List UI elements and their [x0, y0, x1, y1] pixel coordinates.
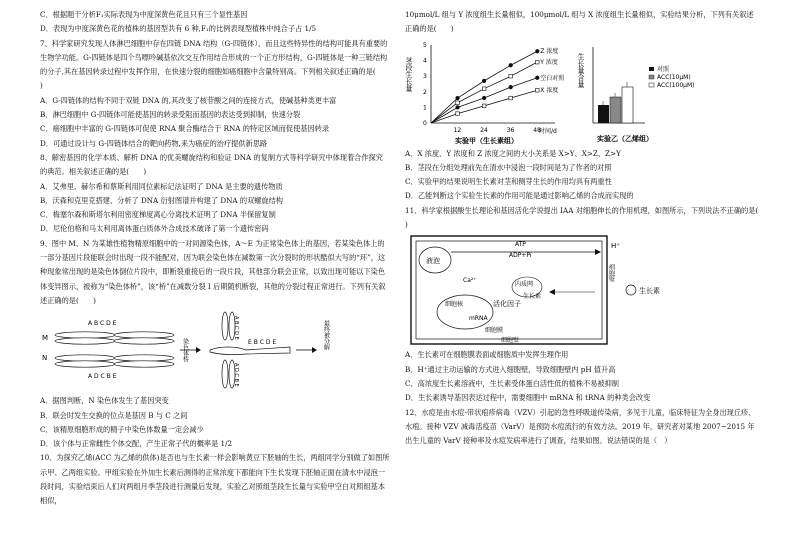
n-chromatid-left [55, 355, 115, 361]
jia-xlabel: 实验甲（生长素组） [455, 136, 518, 145]
bar-acc10 [610, 97, 621, 123]
question-10: 10、为探究乙烯(ACC 为乙烯的供体)是否也与生长素一样会影响黄豆下胚轴的生长，两组同学分别做了如图所示甲、乙两组实验。甲组实验在外加生长素后测得的正常浓度下都能向下生长发现下胚轴正面在清水中浸泡一段时间，实验结束后人们对两组月季茎段进行测量后发现，实验乙对照组茎段生长量与实验甲空白对照组基本相似， [40, 453, 390, 506]
bar-control [598, 105, 609, 123]
option-a: A．艾弗里、赫尔希和蔡斯利用同位素标记法证明了 DNA 是主要的遗传物质 [40, 181, 283, 191]
series-label: Z 浓度 [540, 47, 559, 55]
experiment-figure [405, 37, 760, 147]
option-d: D．乙能判断这个实验生长素的作用可能是通过影响乙烯的合成而实现的 [405, 191, 634, 201]
chart-jia [405, 42, 565, 145]
series-point [482, 79, 486, 83]
m-chromatid-left [55, 338, 115, 344]
n-label: N [42, 354, 48, 363]
yi-ylabel: 生长量含量 [577, 52, 585, 88]
option-d: D．可通过设计与 G-四链体结合的靶向药物,来为癌症的治疗提供新思路 [40, 138, 268, 148]
n-genes: A D C B E [88, 373, 117, 381]
mrna-label: mRNA [469, 315, 488, 323]
option-a: A．X 浓度、Y 浓度和 Z 浓度之间的大小关系是 X>Y、X>Z、Z>Y [405, 148, 621, 158]
vacuole-label: 液泡 [426, 257, 440, 266]
ca-label: Ca²⁺ [463, 277, 477, 285]
legend-item: ACC(10μM) [657, 73, 691, 81]
left-column [40, 8, 390, 509]
option-d: D．生长素诱导基因表达过程中，需要细胞中 mRNA 和 tRNA 的种类会改变 [405, 393, 651, 403]
jia-x-tick-label: 12 [453, 126, 462, 134]
option-c: C．实验甲的结果说明生长素对茎和侧芽生长的作用均具有两重性 [405, 177, 612, 187]
final-label: 最终被分解 [322, 320, 330, 351]
series-point [535, 60, 539, 64]
m-genes: A B C D E [88, 320, 117, 328]
legend-swatch [649, 83, 654, 87]
er-label: 内质网 [515, 281, 534, 289]
series-line [431, 77, 537, 122]
option-a: A．据图判断，N 染色体发生了基因突变 [40, 396, 169, 406]
growth-charts [405, 37, 760, 147]
auxin-inner-label: 生长素 [523, 293, 542, 301]
bridge-label: 染色体桥 [181, 338, 189, 363]
chart-yi [577, 47, 695, 143]
jia-x-tick-label: 36 [506, 126, 515, 134]
jia-y-ticks [423, 42, 427, 127]
jia-x-unit: 时间/d [539, 127, 557, 135]
jia-ylabel: 茎段生长量 [405, 56, 413, 92]
n-chromatid-right [114, 361, 174, 367]
m-chromatid-right [114, 332, 174, 338]
top-genes: A B C D E [233, 316, 239, 340]
bridge-chromatid [210, 347, 290, 355]
series-point [456, 111, 460, 115]
series-point [456, 101, 460, 105]
yi-xlabel: 实验乙（乙烯组） [597, 134, 653, 143]
series-label: Y 浓度 [540, 58, 558, 66]
legend-swatch [649, 67, 654, 71]
n-chromatid-right [114, 355, 174, 361]
bottom-genes: A D C B E [233, 363, 239, 387]
arrow-head [549, 289, 555, 295]
option-d: D．该个体与正常雌性个体交配，产生正常子代的概率是 1/2 [40, 439, 233, 449]
legend-item: 对照 [657, 65, 670, 73]
n-chromatid-left [55, 361, 115, 367]
jia-series [431, 47, 565, 123]
series-point [509, 74, 513, 78]
jia-x-ticks [454, 127, 542, 134]
jia-y-tick-label: 1 [423, 103, 427, 111]
series-point [482, 104, 486, 108]
m-chromatid-left [55, 332, 115, 338]
option-c: C．梅塞尔森和斯塔尔利用密度梯度离心分离技术证明了 DNA 半保留复制 [40, 210, 276, 220]
option-text: D．表现为中度深黄色花的植株的基因型共有 6 种,F₁的比例表现型植株中纯合子占 1/5 [40, 24, 317, 34]
option-b: B．沃森和克里克搭建、分析了 DNA 衍射图谱并构建了 DNA 的双螺旋结构 [40, 195, 283, 205]
legend-item: ACC(100μM) [657, 81, 695, 89]
series-point [535, 49, 539, 53]
series-point [482, 86, 486, 90]
option-c: C．癌细胞中丰富的 G-四链体可促使 RNA 聚合酶结合于 RNA 的特定区域而促使基因转录 [40, 124, 330, 134]
cell-diagram [405, 232, 760, 348]
option-d: D．尼伦伯格和马太利用离体蛋白质体外合成技术破译了第一个遗传密码 [40, 224, 269, 234]
series-point [456, 105, 460, 109]
m-chromatid-right [114, 338, 174, 344]
option-c: C．高浓度生长素溶液中，生长素受体蛋白活性低的植株不易被抑制 [405, 378, 619, 388]
activator-label: 活化因子 [493, 300, 521, 309]
jia-y-tick-label: 4 [423, 57, 427, 65]
atp-label: ATP [515, 241, 526, 249]
option-b: B．联会时发生交换的位点是基因 B 与 C 之间 [40, 410, 188, 420]
h-plus-label: H⁺ [611, 242, 620, 251]
series-label: 空白对照 [540, 74, 565, 82]
upper-chromatid [222, 312, 228, 340]
nucleus-label: 细胞核 [445, 301, 464, 309]
lower-chromatid [222, 360, 228, 388]
option-b: B．茎段在分组处理前先在清水中浸泡一段时间是为了作者的对照 [405, 162, 612, 172]
question-10-cont: 10μmol/L 组与 Y 浓度组生长量相似，100μmol/L 组与 X 浓度组生长量相似，实验结果分析，下列有关叙述正确的是( ) [405, 10, 754, 34]
question-7: 7、科学家研究发现人体淋巴细胞中存在四链 DNA 结构（G-四链体），而且这些特异性的结构可能具有重要的生物学功能。G-四链体是四个鸟嘌呤碱基依次交互作用结合形成的一个正方形结构，G-四链体是一种三链结构的分子,其在基因转录过程中发挥作用，在快速分裂的细胞如癌细胞中含量特别高。下列相关叙述正确的是( ) [40, 38, 391, 91]
series-point [535, 76, 539, 80]
m-label: M [42, 334, 49, 343]
option-a: A．生长素可在细胞膜表面或细胞质中发挥生理作用 [405, 350, 569, 360]
series-point [482, 96, 486, 100]
right-genes: E B C D E [248, 339, 277, 347]
series-point [509, 96, 513, 100]
auxin-outer-label: 生长素 [639, 287, 660, 296]
jia-x-tick-label: 48 [533, 126, 541, 134]
option-b: B．H⁺通过主动运输的方式进入细胞壁，导致细胞壁内 pH 值升高 [405, 364, 616, 374]
membrane-label: 细胞膜 [485, 327, 504, 335]
jia-x-tick-label: 24 [480, 126, 488, 134]
option-c: C．该精原细胞形成的精子中染色体数量一定会减少 [40, 424, 204, 434]
series-point [509, 63, 513, 67]
series-point [456, 96, 460, 100]
arrow-head [196, 347, 201, 353]
jia-y-tick-label: 3 [423, 72, 427, 80]
question-8: 8、解密基因的化学本质、解析 DNA 的优美螺旋结构和验证 DNA 的复制方式等科学研究中体现着合作探究的典范。相关叙述正确的是( ) [40, 152, 383, 177]
chromosome-bridge-figure [40, 308, 390, 394]
auxin-molecule [626, 285, 636, 295]
legend-swatch [649, 75, 654, 79]
option-b: B．淋巴细胞中 G-四链体可能使基因的转录受阻而基因的表达受到抑制，快速分裂 [40, 110, 301, 120]
question-11: 11、科学家根据酸生长理论和基因活化学说提出 IAA 对细胞伸长的作用机理，如图所示，下列说法不正确的是( ) [405, 205, 773, 230]
adp-label: ADP+Pi [509, 252, 532, 260]
series-label: X 浓度 [540, 86, 559, 94]
cell-wall-label: 细胞壁 [607, 264, 615, 283]
arrow-head [312, 347, 317, 353]
wall-label: 细胞壁 [501, 337, 520, 345]
right-column [405, 8, 773, 448]
cell-mechanism-figure [405, 232, 760, 348]
option-text: C．根据题干分析F₁实际表现为中度深黄色花且只有三个显性基因 [40, 10, 248, 19]
arrow-head [595, 249, 601, 255]
option-a: A．G-四链体的结构不同于双链 DNA 的,其改变了核苷酸之间的连接方式，使碱基种类更丰富 [40, 95, 337, 105]
jia-y-tick-label: 2 [423, 88, 427, 96]
question-9: 9、图中 M、N 为某雄性植物精原细胞中的一对同源染色体，A～E 为正常染色体上的基因，若某染色体上的一部分基因片段能联会时出现一段不能配对，因为联会染色体在减数第一次分裂时的形状酷似大写的“环”，这种现象常出现的是染色体倒位片段中，即断裂重接后的一段片段，其他部分联会正常，以致出现可能以下染色体变异图示，被称为“染色体桥”，该“桥”在减数分裂 I 后期随机断裂，其他的分裂过程正常进行。下列有关叙述正确的是( ) [40, 238, 386, 305]
question-12: 12、水痘是由水痘-带状疱疹病毒（VZV）引起的急性呼吸道传染病，多见于儿童，临床特征为全身出现丘疹、水疱。接种 VZV 减毒活疫苗（VarV）是预防水痘流行的有效方法。2019 年，研究者对某地 2007~2015 年出生儿童的 VarV 接种率及水痘发病率进行了调查，结果如图。说法错误的是（ ） [405, 407, 756, 446]
jia-y-tick-label: 5 [423, 41, 427, 49]
bar-acc100 [622, 87, 633, 123]
jia-y-tick-label: 0 [423, 119, 427, 127]
series-point [535, 88, 539, 92]
chromosome-diagram [40, 308, 390, 394]
series-point [509, 85, 513, 89]
